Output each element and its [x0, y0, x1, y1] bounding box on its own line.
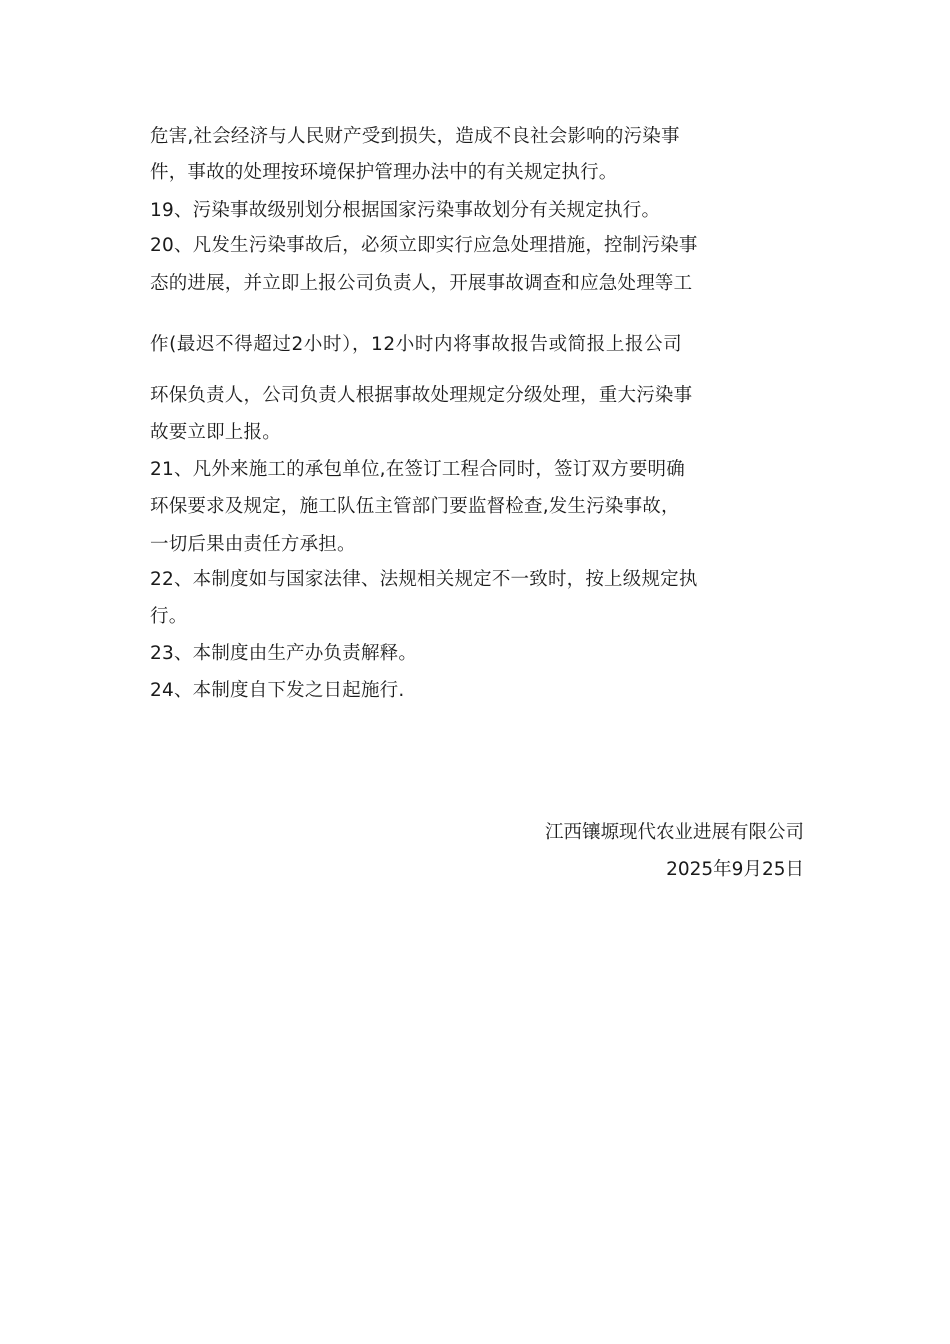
paragraph-line: 故要立即上报。 — [150, 422, 281, 443]
paragraph-line: 行。 — [150, 606, 188, 627]
paragraph-line: 20、凡发生污染事故后，必须立即实行应急处理措施，控制污染事 — [150, 235, 698, 256]
paragraph-line: 24、本制度自下发之日起施行. — [150, 680, 405, 701]
paragraph-line: 21、凡外来施工的承包单位,在签订工程合同时，签订双方要明确 — [150, 459, 685, 480]
paragraph-line: 22、本制度如与国家法律、法规相关规定不一致时，按上级规定执 — [150, 569, 698, 590]
paragraph-line: 件，事故的处理按环境保护管理办法中的有关规定执行。 — [150, 162, 618, 183]
paragraph-line: 环保负责人，公司负责人根据事故处理规定分级处理，重大污染事 — [150, 385, 693, 406]
paragraph-line: 23、本制度由生产办负责解释。 — [150, 643, 418, 664]
paragraph-line: 环保要求及规定，施工队伍主管部门要监督检查,发生污染事故， — [150, 496, 680, 517]
signature-date: 2025年9月25日 — [666, 859, 804, 880]
paragraph-line: 19、污染事故级别划分根据国家污染事故划分有关规定执行。 — [150, 200, 661, 221]
signature-company: 江西镶塬现代农业进展有限公司 — [544, 822, 804, 843]
paragraph-line: 危害,社会经济与人民财产受到损失，造成不良社会影响的污染事 — [150, 126, 680, 147]
paragraph-line: 态的进展，并立即上报公司负责人，开展事故调查和应急处理等工 — [150, 273, 693, 294]
paragraph-line: 作(最迟不得超过2小时），12小时内将事故报告或简报上报公司 — [150, 334, 683, 355]
paragraph-line: 一切后果由责任方承担。 — [150, 534, 356, 555]
